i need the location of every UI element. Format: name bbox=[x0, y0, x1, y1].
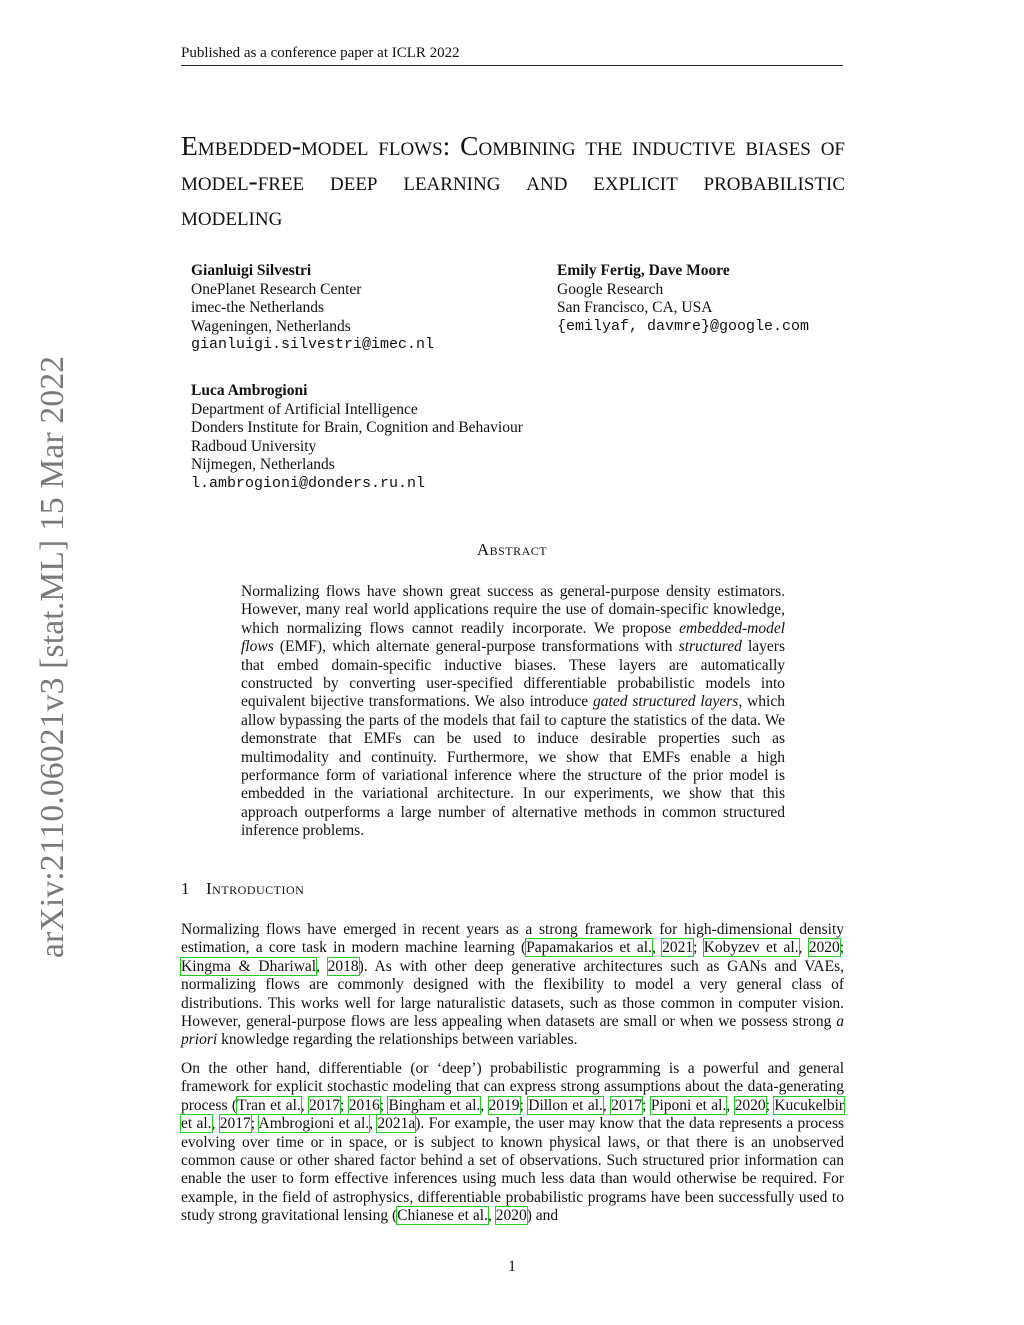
citation-link[interactable]: Dillon et al. bbox=[528, 1096, 603, 1114]
affiliation-line: Wageningen, Netherlands bbox=[191, 317, 351, 335]
affiliation-line: Department of Artificial Intelligence bbox=[191, 400, 418, 418]
author-block-ambrogioni bbox=[191, 382, 523, 494]
intro-paragraph-1: Normalizing flows have emerged in recent years as a strong framework for high-dimensional density estimation, a core task in modern machine learning (Papamakarios et al., 2021; Kobyzev et al., 2020; Kingma & Dhariwal, 2018). As with other deep generative architectures such as GANs and VAEs, normalizing flows are commonly designed with the flexibility to model a very general class of distributions. This works well for large naturalistic datasets, such as those common in computer vision. However, general-purpose flows are less appealing when datasets are small or when we possess strong a priori knowledge regarding the relationships between variables. bbox=[181, 921, 845, 1049]
citation-link[interactable]: 2017 bbox=[219, 1115, 251, 1133]
citation-link[interactable]: Kingma & Dhariwal bbox=[181, 957, 317, 975]
abstract-segment: (EMF), which alternate general-purpose transformations with bbox=[273, 638, 679, 656]
citation-link[interactable]: 2017 bbox=[611, 1096, 643, 1114]
abstract-emphasis: structured bbox=[678, 638, 742, 656]
abstract-segment: layers that embed domain-specific inductive biases. These layers are automatically constructed by converting user-specified differentiable probabilistic models into equivalent bijective transformations. We also introduce bbox=[241, 638, 785, 711]
author-email[interactable]: gianluigi.silvestri@imec.nl bbox=[191, 336, 435, 354]
citation-link[interactable]: 2019 bbox=[488, 1096, 520, 1114]
intro-paragraph-2: On the other hand, differentiable (or ‘deep’) probabilistic programming is a powerful and general framework for explicit stochastic modeling that can express strong assumptions about the data-generating process (Tran et al., 2017; 2016; Bingham et al., 2019; Dillon et al., 2017; Piponi et al., 2020; Kucukelbir et al., 2017; Ambrogioni et al., 2021a). For example, the user may know that the data represents a process evolving over time or in space, or is subject to known physical laws, or that there is an unobserved common cause or other shared factor behind a set of observations. Such structured prior information can enable the user to form effective inferences using much less data than would otherwise be required. For example, in the field of astrophysics, differentiable probabilistic programs have been successfully used to study strong gravitational lensing (Chianese et al., 2020) and bbox=[181, 1060, 845, 1225]
citation-link[interactable]: 2021 bbox=[662, 939, 694, 957]
citation-link[interactable]: Piponi et al. bbox=[650, 1096, 727, 1114]
section-title-text: Introduction bbox=[206, 879, 305, 898]
citation-link[interactable]: Kobyzev et al. bbox=[703, 939, 799, 957]
text-segment: ) and bbox=[526, 1207, 559, 1225]
author-name: Emily Fertig, Dave Moore bbox=[557, 262, 730, 279]
citation-link[interactable]: Tran et al. bbox=[237, 1096, 301, 1114]
affiliation-line: Nijmegen, Netherlands bbox=[191, 456, 335, 474]
citation-link[interactable]: 2016 bbox=[348, 1096, 380, 1114]
text-segment: knowledge regarding the relationships between variables. bbox=[217, 1031, 578, 1049]
author-block-silvestri bbox=[191, 262, 434, 355]
arxiv-stamp[interactable]: arXiv:2110.06021v3 [stat.ML] 15 Mar 2022 bbox=[34, 355, 71, 958]
running-header: Published as a conference paper at ICLR 2022 bbox=[181, 44, 843, 66]
citation-link[interactable]: 2020 bbox=[495, 1207, 527, 1225]
citation-link[interactable]: 2018 bbox=[327, 957, 359, 975]
affiliation-line: San Francisco, CA, USA bbox=[557, 299, 713, 317]
citation-link[interactable]: Kucukelbir et al. bbox=[181, 1096, 845, 1133]
page-number: 1 bbox=[508, 1258, 516, 1275]
author-email[interactable]: {emilyaf, davmre}@google.com bbox=[557, 317, 810, 335]
section-number: 1 bbox=[181, 879, 190, 898]
citation-link[interactable]: 2020 bbox=[808, 939, 840, 957]
citation-link[interactable]: 2021a bbox=[377, 1115, 416, 1133]
affiliation-line: imec-the Netherlands bbox=[191, 299, 324, 317]
affiliation-line: Donders Institute for Brain, Cognition and Behaviour bbox=[191, 419, 523, 437]
paper-title: Embedded-model flows: Combining the inductive biases of model-free deep learning and explicit probabilistic modeling bbox=[181, 130, 845, 231]
author-name: Gianluigi Silvestri bbox=[191, 262, 312, 279]
citation-link[interactable]: Chianese et al. bbox=[397, 1207, 488, 1225]
text-segment: Normalizing flows have emerged in recent years as a strong framework for high-dimensional density estimation, a core task in modern machine learning ( bbox=[181, 921, 844, 957]
text-emphasis: a priori bbox=[181, 1013, 844, 1049]
author-block-fertig-moore bbox=[557, 262, 809, 336]
abstract-segment: Normalizing flows have shown great success as general-purpose density estimators. However, many real world applications require the use of domain-specific knowledge, which normalizing flows cannot readily incorporate. We propose bbox=[241, 583, 785, 637]
abstract-heading: Abstract bbox=[476, 540, 548, 559]
abstract-emphasis: gated structured layers bbox=[593, 693, 739, 711]
citation-link[interactable]: 2020 bbox=[734, 1096, 766, 1114]
abstract-text bbox=[241, 583, 785, 841]
affiliation-line: Radboud University bbox=[191, 437, 317, 455]
affiliation-line: Google Research bbox=[557, 280, 664, 298]
abstract-emphasis: embedded-model flows bbox=[241, 619, 785, 656]
affiliation-line: OnePlanet Research Center bbox=[191, 280, 362, 298]
author-email[interactable]: l.ambrogioni@donders.ru.nl bbox=[191, 474, 426, 492]
citation-link[interactable]: 2017 bbox=[309, 1096, 341, 1114]
citation-link[interactable]: Papamakarios et al. bbox=[526, 939, 652, 957]
citation-link[interactable]: Ambrogioni et al. bbox=[258, 1115, 370, 1133]
section-heading-introduction bbox=[181, 879, 304, 899]
text-segment: ). For example, the user may know that the data represents a process evolving over time or in space, or is subject to known physical laws, or that there is an unobserved common cause or other shared factor behind a set of observations. Such structured prior information can enable the user to form effective inferences using much less data than would otherwise be required. For example, in the field of astrophysics, differentiable probabilistic programs have been successfully used to study strong gravitational lensing ( bbox=[181, 1115, 845, 1225]
text-segment: On the other hand, differentiable (or ‘deep’) probabilistic programming is a powerful and general framework for explicit stochastic modeling that can express strong assumptions about the data-generating process ( bbox=[181, 1060, 844, 1114]
author-name: Luca Ambrogioni bbox=[191, 382, 308, 399]
text-segment: ). As with other deep generative architectures such as GANs and VAEs, normalizing flows are commonly designed with the flexibility to model a very general class of distributions. This works well for large naturalistic datasets, such as those common in computer vision. However, general-purpose flows are less appealing when datasets are small or when we possess strong bbox=[181, 957, 845, 1031]
citation-link[interactable]: Bingham et al. bbox=[388, 1096, 481, 1114]
abstract-segment: , which allow bypassing the parts of the models that fail to capture the statistics of the data. We demonstrate that EMFs can be used to induce desirable properties such as multimodality and continuity. Furthermore, we show that EMFs enable a high performance form of variational inference where the structure of the prior model is embedded in the variational architecture. In our experiments, we show that this approach outperforms a large number of alternative methods in common structured inference problems. bbox=[241, 693, 785, 840]
